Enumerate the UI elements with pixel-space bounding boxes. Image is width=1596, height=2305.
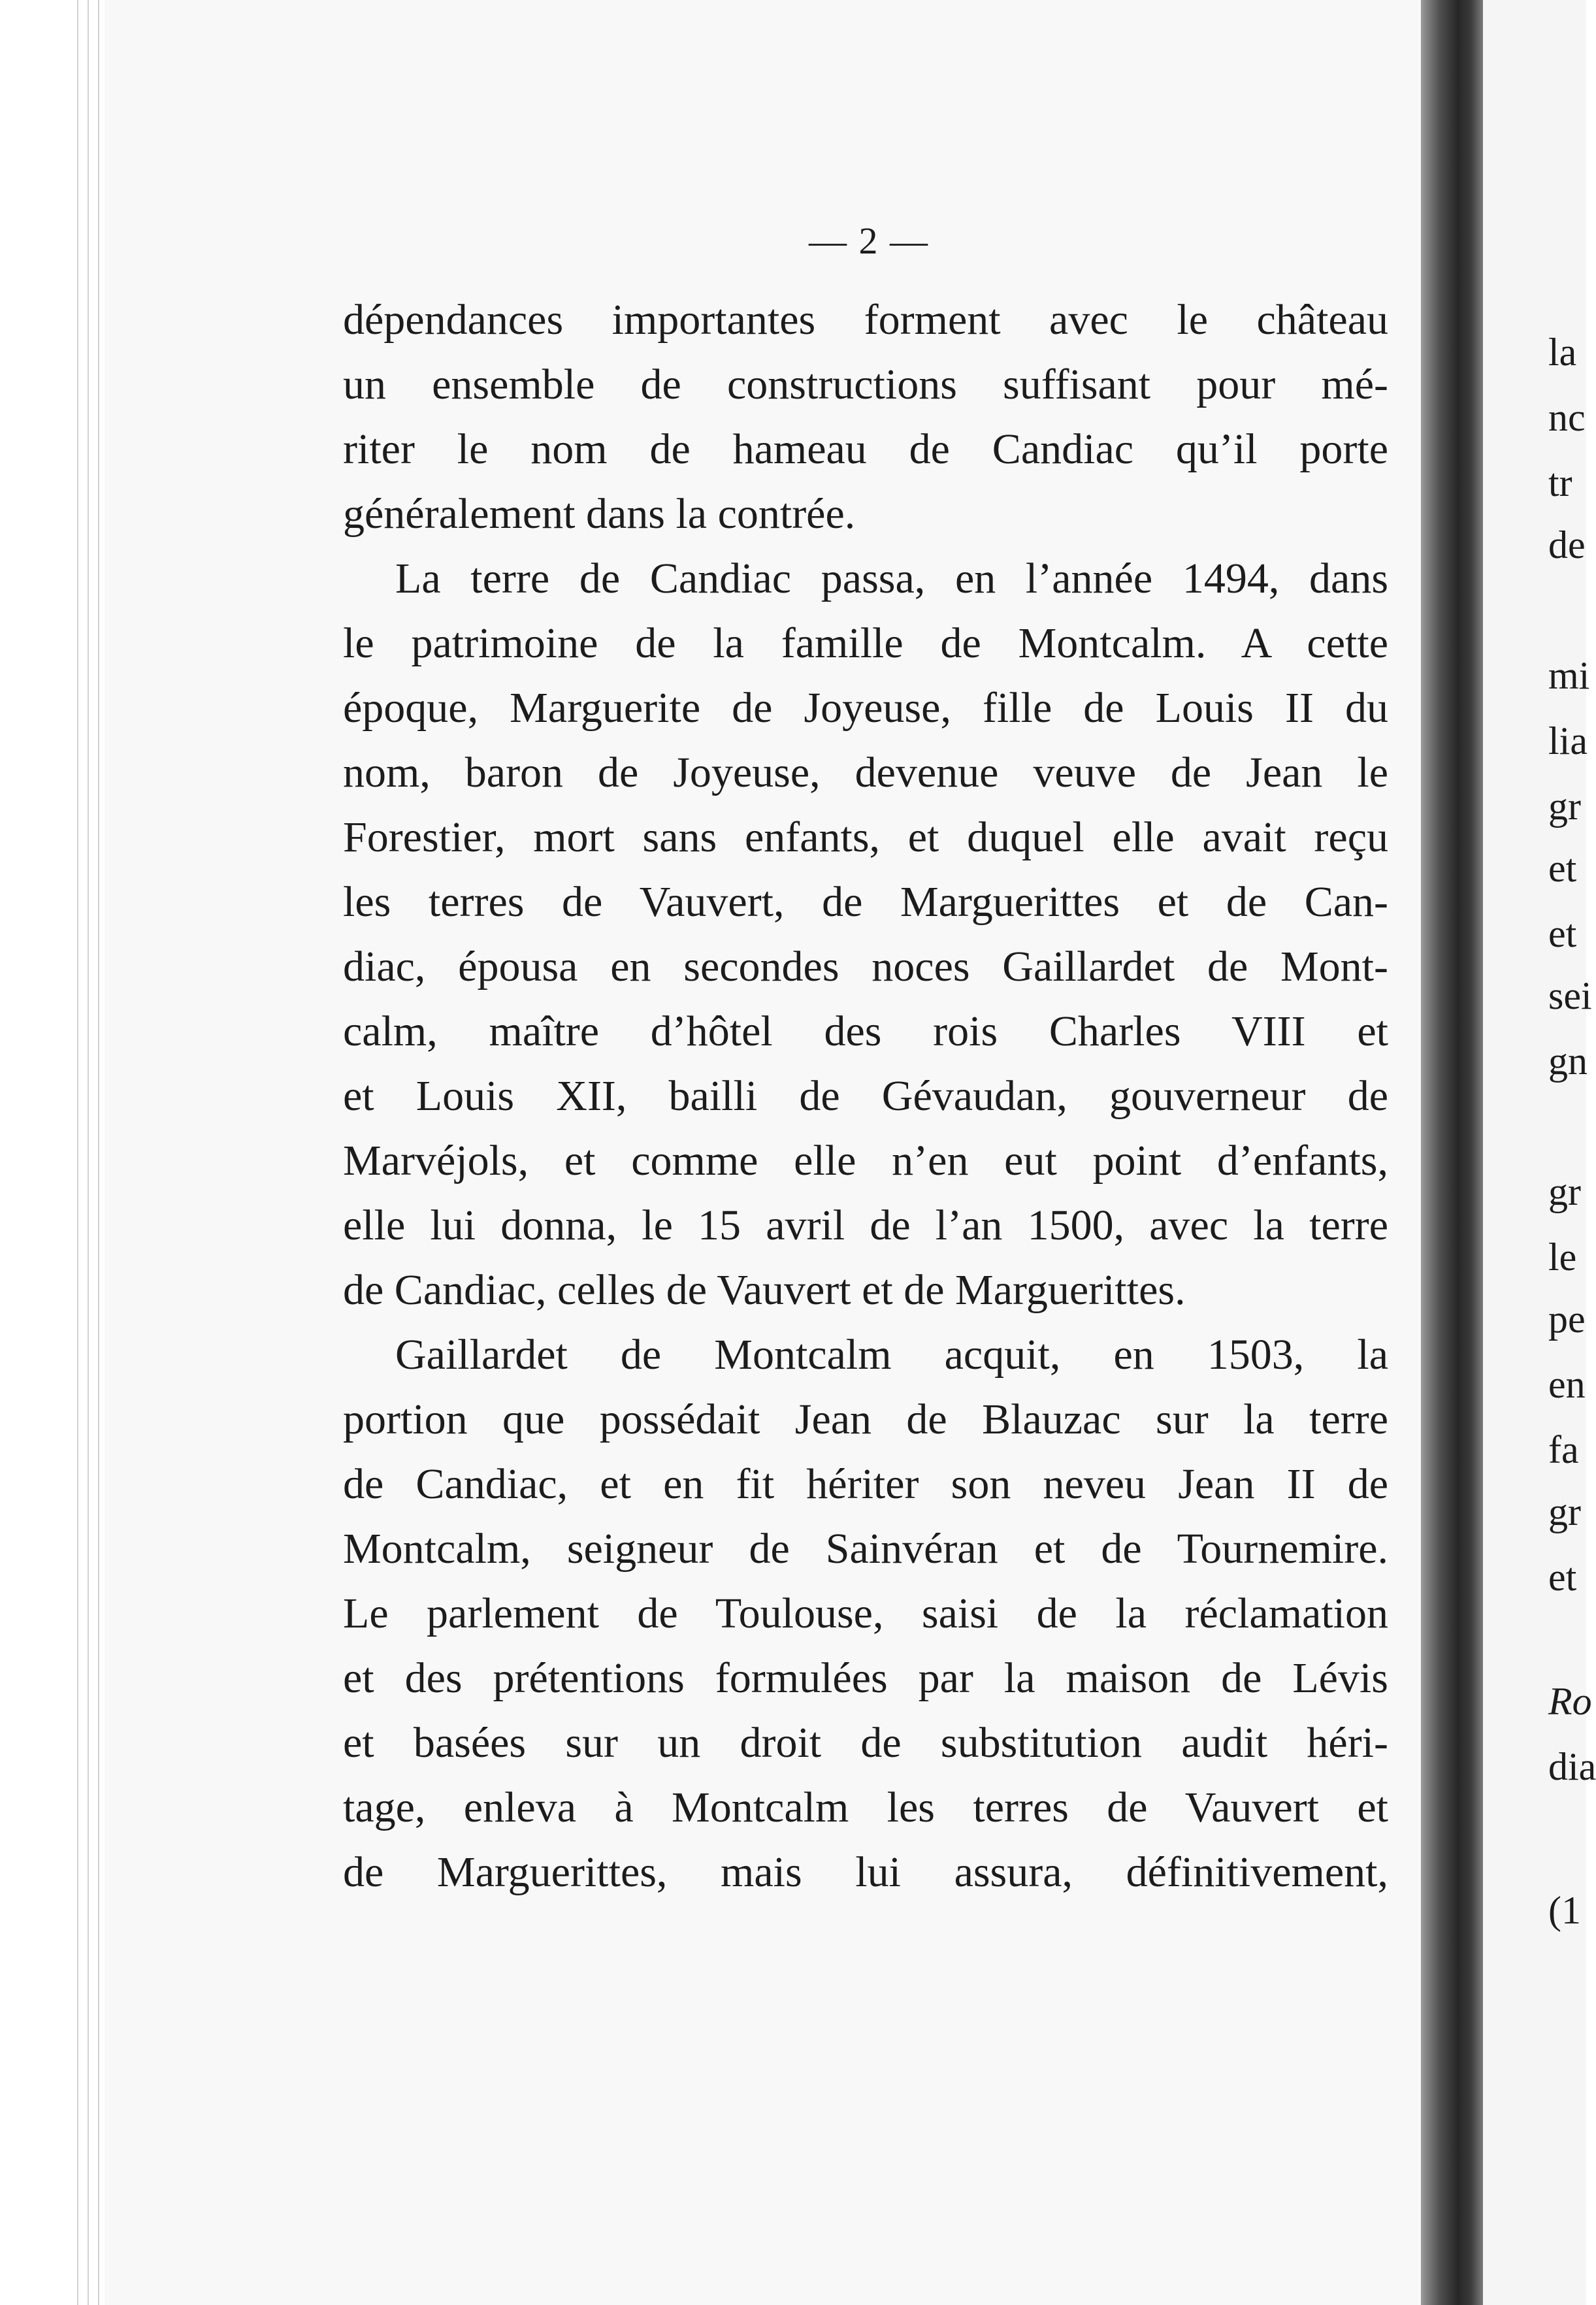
book-gutter <box>1421 0 1483 2305</box>
text-line: La terre de Candiac passa, en l’année 1494, dans <box>395 555 1388 602</box>
text-line: tage, enleva à Montcalm les terres de Vauvert et <box>343 1784 1388 1831</box>
text-line: Marvéjols, et comme elle n’en eut point d’enfants, <box>343 1137 1388 1185</box>
facing-page-fragment: Ro <box>1548 1680 1592 1723</box>
body-text <box>343 287 1388 1904</box>
facing-page-fragment: gn <box>1548 1039 1588 1083</box>
text-line: elle lui donna, le 15 avril de l’an 1500, avec la terre <box>343 1202 1388 1249</box>
text-line: riter le nom de hameau de Candiac qu’il porte <box>343 425 1388 473</box>
text-line: dépendances importantes forment avec le château <box>343 296 1388 344</box>
text-line: Forestier, mort sans enfants, et duquel elle avait reçu <box>343 813 1388 861</box>
text-line: le patrimoine de la famille de Montcalm. A cette <box>343 619 1388 667</box>
facing-page-fragment: la <box>1548 331 1577 374</box>
text-line: les terres de Vauvert, de Marguerittes et de Can- <box>343 878 1388 926</box>
text-line: portion que possédait Jean de Blauzac sur la terre <box>343 1396 1388 1443</box>
facing-page-fragment: et <box>1548 1556 1577 1599</box>
text-line: de Candiac, et en fit hériter son neveu Jean II de <box>343 1460 1388 1508</box>
facing-page-fragment: de <box>1548 523 1586 566</box>
facing-page-fragment: et <box>1548 847 1577 890</box>
facing-page-fragment: fa <box>1548 1428 1579 1471</box>
text-line: de Marguerittes, mais lui assura, définitivement, <box>343 1848 1388 1896</box>
facing-page-fragment: mi <box>1548 654 1590 697</box>
text-line: et Louis XII, bailli de Gévaudan, gouverneur de <box>343 1072 1388 1120</box>
facing-page-fragment: gr <box>1548 785 1581 828</box>
facing-page-fragment: gr <box>1548 1490 1581 1533</box>
facing-page-fragment: tr <box>1548 461 1572 504</box>
text-line: et des prétentions formulées par la maison de Lévis <box>343 1654 1388 1702</box>
text-line: Gaillardet de Montcalm acquit, en 1503, la <box>395 1331 1388 1379</box>
text-line: Le parlement de Toulouse, saisi de la réclamation <box>343 1590 1388 1637</box>
text-line: et basées sur un droit de substitution audit héri- <box>343 1719 1388 1767</box>
text-line: nom, baron de Joyeuse, devenue veuve de Jean le <box>343 749 1388 796</box>
facing-page-fragment: gr <box>1548 1170 1581 1213</box>
facing-page-fragment: pe <box>1548 1298 1586 1341</box>
facing-page-fragment: dia <box>1548 1745 1596 1788</box>
facing-page-fragment: en <box>1548 1363 1586 1406</box>
text-line: Montcalm, seigneur de Sainvéran et de Tournemire. <box>343 1525 1388 1573</box>
facing-page-text <box>1548 0 1594 2305</box>
facing-page-fragment: le <box>1548 1235 1577 1279</box>
text-line: généralement dans la contrée. <box>343 490 856 538</box>
facing-page-fragment: (1 <box>1548 1889 1581 1932</box>
facing-page-fragment: lia <box>1548 719 1588 762</box>
text-line: époque, Marguerite de Joyeuse, fille de Louis II du <box>343 684 1388 732</box>
text-line: de Candiac, celles de Vauvert et de Marguerittes. <box>343 1266 1186 1314</box>
facing-page-fragment: et <box>1548 912 1577 955</box>
text-line: un ensemble de constructions suffisant pour mé- <box>343 361 1388 408</box>
facing-page-fragment: sei <box>1548 974 1592 1017</box>
text-line: diac, épousa en secondes noces Gaillardet de Mont- <box>343 943 1388 990</box>
facing-page-fragment: nc <box>1548 396 1586 439</box>
text-line: calm, maître d’hôtel des rois Charles VIII et <box>343 1007 1388 1055</box>
page-number: — 2 — <box>809 220 929 262</box>
